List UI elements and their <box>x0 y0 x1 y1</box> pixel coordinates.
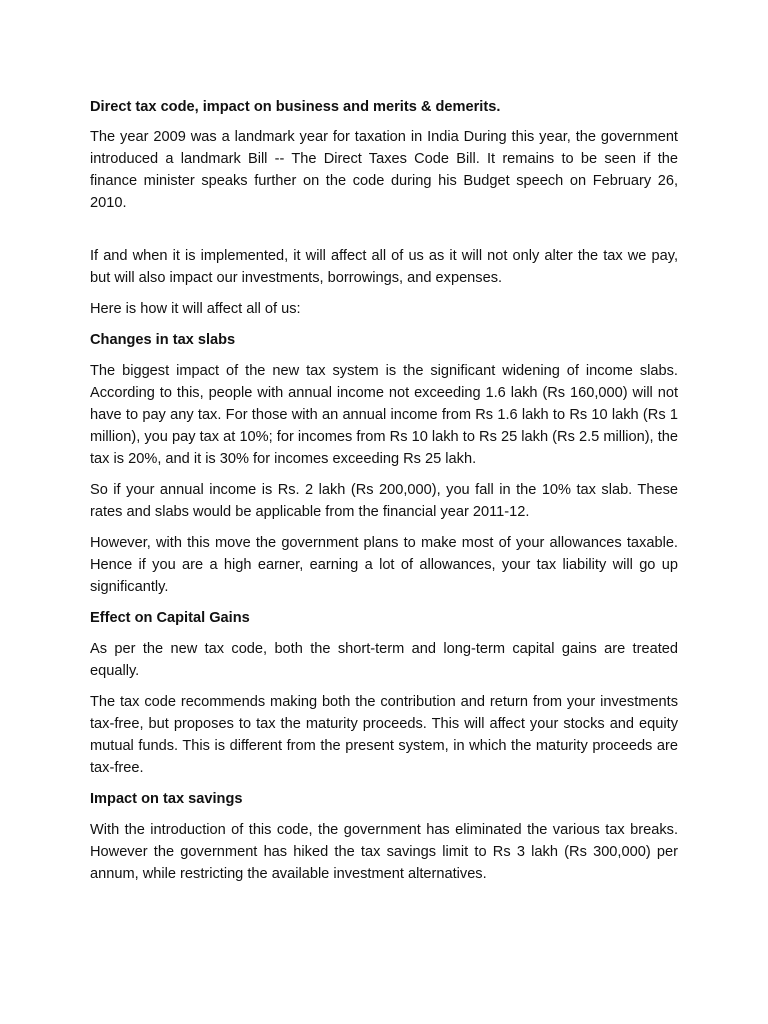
paragraph-implementation: If and when it is implemented, it will affect all of us as it will not only alter the tax we pay, but will also impact our investments, borrowings, and expenses. <box>90 248 678 286</box>
paragraph-allowances: However, with this move the government plans to make most of your allowances taxable. Hence if you are a high earner, earning a lot of allowances, your tax liability will go up significantly. <box>90 535 678 595</box>
heading-tax-savings: Impact on tax savings <box>90 791 243 807</box>
paragraph-intro: The year 2009 was a landmark year for taxation in India During this year, the government introduced a landmark Bill -- The Direct Taxes Code Bill. It remains to be seen if the finance minister speaks further on the code during his Budget speech on February 26, 2010. <box>90 129 678 211</box>
document-title: Direct tax code, impact on business and merits & demerits. <box>90 99 501 115</box>
paragraph-example-income: So if your annual income is Rs. 2 lakh (Rs 200,000), you fall in the 10% tax slab. These rates and slabs would be applicable from the financial year 2011-12. <box>90 482 678 520</box>
paragraph-how-affects: Here is how it will affect all of us: <box>90 301 301 317</box>
heading-tax-slabs: Changes in tax slabs <box>90 332 236 348</box>
paragraph-tax-slabs: The biggest impact of the new tax system is the significant widening of income slabs. According to this, people with annual income not exceeding 1.6 lakh (Rs 160,000) will not have to pay any tax. For those with an annual income from Rs 1.6 lakh to Rs 10 lakh (Rs 1 million), you pay tax at 10%; for incomes from Rs 10 lakh to Rs 25 lakh (Rs 2.5 million), the tax is 20%, and it is 30% for incomes exceeding Rs 25 lakh. <box>90 363 678 467</box>
heading-capital-gains: Effect on Capital Gains <box>90 610 250 626</box>
paragraph-maturity-proceeds: The tax code recommends making both the contribution and return from your investments tax-free, but proposes to tax the maturity proceeds. This will affect your stocks and equity mutual funds. This is different from the present system, in which the maturity proceeds are tax-free. <box>90 694 678 776</box>
paragraph-capital-gains: As per the new tax code, both the short-term and long-term capital gains are treated equally. <box>90 641 678 679</box>
paragraph-tax-savings: With the introduction of this code, the government has eliminated the various tax breaks. However the government has hiked the tax savings limit to Rs 3 lakh (Rs 300,000) per annum, while restricting the available investment alternatives. <box>90 822 678 882</box>
